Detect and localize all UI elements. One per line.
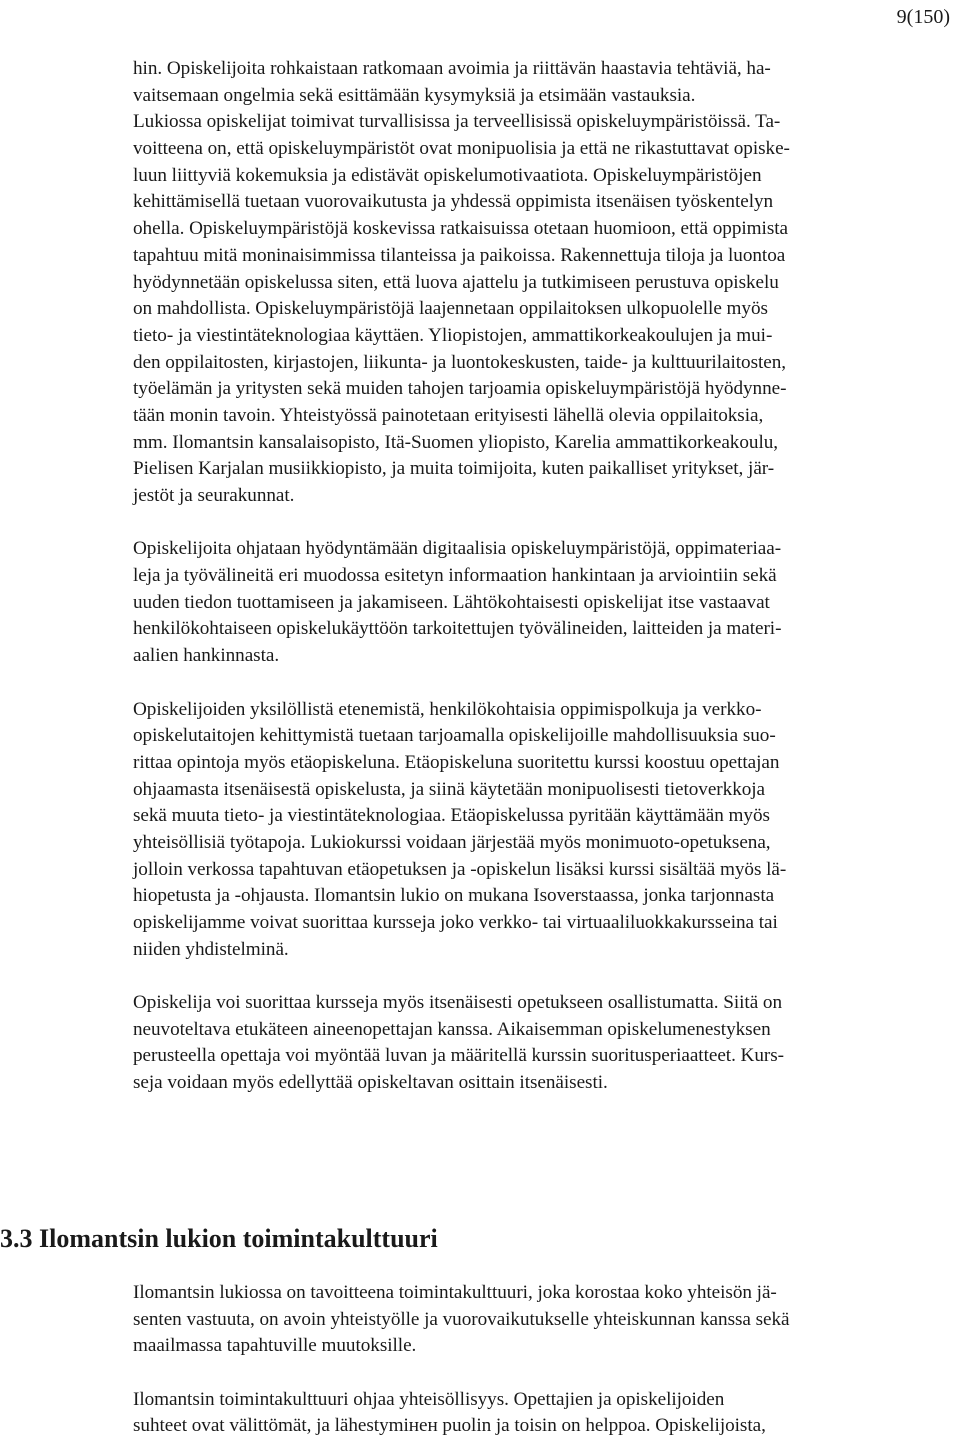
text-line: niiden yhdistelminä.	[133, 938, 289, 960]
text-line: senten vastuuta, on avoin yhteistyölle ja vuorovaikutukselle yhteiskunnan kanssa sekä	[133, 1308, 790, 1330]
text-line: maailmassa tapahtuville muutoksille.	[133, 1335, 417, 1357]
text-line: jolloin verkossa tapahtuvan etäopetuksen ja -opiskelun lisäksi kurssi sisältää myös lä-	[133, 858, 787, 880]
paragraph-continuation	[133, 56, 953, 109]
text-line: perusteella opettaja voi myöntää luvan ja määritellä kurssin suoritusperiaatteet. Kurs-	[133, 1045, 785, 1067]
paragraph-community	[133, 1387, 953, 1440]
text-line: on mahdollista. Opiskeluympäristöjä laajennetaan oppilaitoksen ulkopuolelle myös	[133, 298, 768, 320]
text-line: uuden tiedon tuottamiseen ja jakamiseen. Lähtökohtaisesti opiskelijat itse vastaavat	[133, 591, 770, 613]
paragraph-spacer	[133, 963, 953, 990]
text-line: hin. Opiskelijoita rohkaistaan ratkomaan avoimia ja riittävän haastavia tehtäviä, ha-	[133, 58, 771, 79]
section-body-text	[133, 1280, 953, 1440]
text-line: työelämän ja yritysten sekä muiden tahojen tarjoamia opiskeluympäristöjä hyödynne-	[133, 378, 787, 400]
paragraph-independent-study	[133, 990, 953, 1097]
text-line: henkilökohtaiseen opiskelukäyttöön tarkoitettujen työvälineiden, laitteiden ja materi-	[133, 618, 782, 640]
text-line: rittaa opintoja myös etäopiskeluna. Etäopiskeluna suoritettu kurssi koostuu opettajan	[133, 751, 780, 773]
text-line: opiskelutaitojen kehittymistä tuetaan tarjoamalla opiskelijoille mahdollisuuksia suo-	[133, 725, 776, 747]
text-line: Opiskelijoita ohjataan hyödyntämään digitaalisia opiskeluympäristöjä, oppimateriaa-	[133, 538, 782, 560]
text-line: vaitsemaan ongelmia sekä esittämään kysymyksiä ja etsimään vastauksia.	[133, 84, 696, 106]
text-line: sekä muuta tieto- ja viestintäteknologiaa. Etäopiskelussa pyritään käyttämään myös	[133, 805, 770, 827]
body-text	[133, 56, 953, 1097]
text-line: tieto- ja viestintäteknologiaa käyttäen. Yliopistojen, ammattikorkeakoulujen ja mui-	[133, 324, 773, 346]
text-line: opiskelijamme voivat suorittaa kursseja joko verkko- tai virtuaaliluokkakursseina tai	[133, 912, 778, 933]
paragraph-spacer	[133, 510, 953, 537]
text-line: Opiskelijoiden yksilöllistä etenemistä, henkilökohtaisia oppimispolkuja ja verkko-	[133, 698, 762, 720]
section-heading: 3.3 Ilomantsin lukion toimintakulttuuri	[0, 1224, 438, 1253]
page-number: 9(150)	[896, 6, 950, 28]
text-line: tapahtuu mitä moninaisimmissa tilanteissa ja paikoissa. Rakennettuja tiloja ja luontoa	[133, 244, 786, 266]
text-line: Lukiossa opiskelijat toimivat turvallisissa ja terveellisissä opiskeluympäristöissä. Ta-	[133, 111, 781, 133]
text-line: yhteisöllisiä työtapoja. Lukiokurssi voidaan järjestää myös monimuoto-opetuksena,	[133, 831, 771, 853]
text-line: aalien hankinnasta.	[133, 645, 280, 667]
text-line: tään monin tavoin. Yhteistyössä painotetaan erityisesti lähellä olevia oppilaitoksia,	[133, 404, 764, 426]
paragraph-distance-learning	[133, 697, 953, 964]
text-line: kehittämisellä tuetaan vuorovaikutusta ja yhdessä oppimista itsenäisen työskentelyn	[133, 191, 774, 213]
paragraph-learning-environments	[133, 109, 953, 509]
text-line: jestöt ja seurakunnat.	[133, 485, 295, 506]
paragraph-spacer	[133, 1360, 953, 1387]
text-line: hyödynnetään opiskelussa siten, että luova ajattelu ja tutkimiseen perustuva opiskelu	[133, 271, 779, 293]
text-line: mm. Ilomantsin kansalaisopisto, Itä-Suomen yliopisto, Karelia ammattikorkeakoulu,	[133, 431, 779, 453]
text-line: voitteena on, että opiskeluympäristöt ovat monipuolisia ja että ne rikastuttavat opiske-	[133, 138, 790, 160]
text-line: hiopetusta ja -ohjausta. Ilomantsin lukio on mukana Isoverstaassa, jonka tarjonnasta	[133, 885, 775, 907]
text-line: seja voidaan myös edellyttää opiskeltavan osittain itsenäisesti.	[133, 1072, 608, 1094]
text-line: Ilomantsin lukiossa on tavoitteena toimintakulttuuri, joka korostaa koko yhteisön jä-	[133, 1282, 777, 1303]
text-line: leja ja työvälineitä eri muodossa esitetyn informaation hankintaan ja arviointiin sekä	[133, 565, 777, 587]
text-line: ohella. Opiskeluympäristöjä koskevissa ratkaisuissa otetaan huomioon, että oppimista	[133, 218, 788, 240]
text-line: den oppilaitosten, kirjastojen, liikunta- ja luontokeskusten, taide- ja kulttuurilaitosten,	[133, 351, 787, 373]
paragraph-digital-environments	[133, 536, 953, 669]
text-line: luun liittyviä kokemuksia ja edistävät opiskelumotivaatiota. Opiskeluympäristöjen	[133, 164, 762, 186]
paragraph-operating-culture	[133, 1280, 953, 1360]
paragraph-spacer	[133, 670, 953, 697]
text-line: Opiskelija voi suorittaa kursseja myös itsenäisesti opetukseen osallistumatta. Siitä on	[133, 992, 782, 1014]
text-line: Ilomantsin toimintakulttuuri ohjaa yhteisöllisyys. Opettajien ja opiskelijoiden	[133, 1388, 725, 1410]
text-line: Pielisen Karjalan musiikkiopisto, ja muita toimijoita, kuten paikalliset yritykset, jär-	[133, 458, 775, 480]
text-line: suhteet ovat välittömät, ja lähestymінен puolin ja toisin on helppoa. Opiskelijoista,	[133, 1415, 766, 1437]
text-line: neuvoteltava etukäteen aineenopettajan kanssa. Aikaisemman opiskelumenestyksen	[133, 1018, 771, 1040]
text-line: ohjaamasta itsenäisestä opiskelusta, ja siinä käytetään monipuolisesti tietoverkkoja	[133, 778, 766, 800]
